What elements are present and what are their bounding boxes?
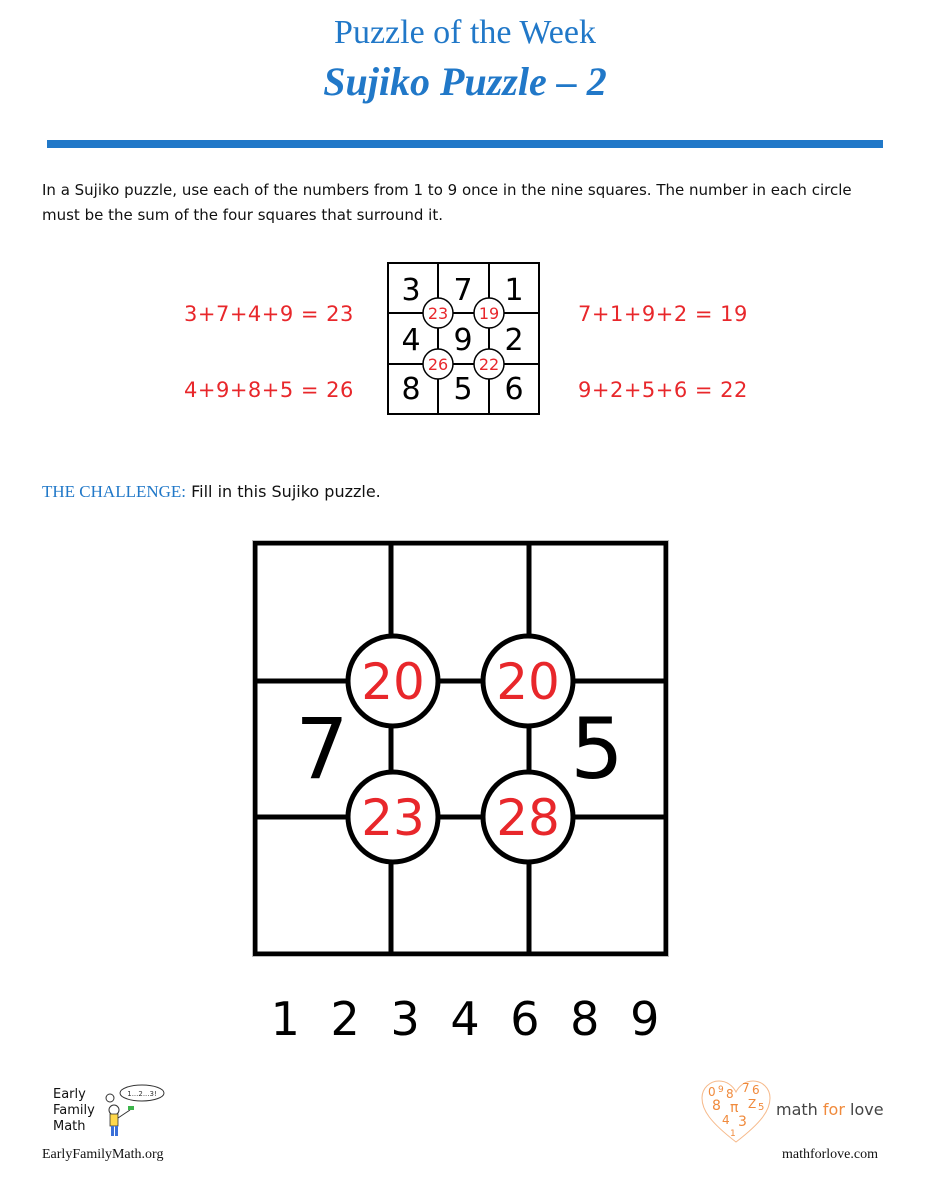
example-circle-value: 23 <box>427 304 449 323</box>
example-cell: 6 <box>504 372 524 407</box>
svg-text:6: 6 <box>752 1083 760 1097</box>
example-cell: 1 <box>504 273 524 308</box>
challenge-label: THE CHALLENGE: <box>42 482 187 501</box>
example-cell: 3 <box>401 273 421 308</box>
mfl-word: love <box>850 1100 884 1119</box>
example-cell: 7 <box>453 273 473 308</box>
challenge-cell-middle-right: 5 <box>570 700 624 798</box>
svg-text:8: 8 <box>726 1087 734 1101</box>
available-number: 3 <box>390 992 420 1046</box>
challenge-circle-value: 28 <box>496 789 560 847</box>
example-cell: 9 <box>453 323 473 358</box>
available-number: 2 <box>330 992 360 1046</box>
svg-text:1: 1 <box>730 1129 736 1139</box>
example-circle-value: 19 <box>478 304 500 323</box>
mfl-word: for <box>822 1100 845 1119</box>
example-cell: 4 <box>401 323 421 358</box>
svg-text:0: 0 <box>708 1085 716 1099</box>
example-circle-value: 22 <box>478 355 500 374</box>
header-divider <box>47 140 883 148</box>
example-cell: 8 <box>401 372 421 407</box>
example-cell: 5 <box>453 372 473 407</box>
available-numbers <box>0 992 930 1046</box>
available-number: 6 <box>510 992 540 1046</box>
challenge-line <box>42 482 381 502</box>
available-number: 4 <box>450 992 480 1046</box>
svg-text:Z: Z <box>748 1097 757 1111</box>
challenge-circle-value: 20 <box>361 653 425 711</box>
available-number: 1 <box>270 992 300 1046</box>
svg-text:3: 3 <box>738 1114 747 1130</box>
efm-child-icon <box>50 1080 170 1140</box>
equation-bottom-left: 4+9+8+5 = 26 <box>184 378 354 402</box>
challenge-circle-value: 23 <box>361 789 425 847</box>
mfl-word: math <box>776 1100 818 1119</box>
challenge-circle-value: 20 <box>496 653 560 711</box>
svg-text:5: 5 <box>758 1102 765 1113</box>
efm-logo-line: Early <box>53 1087 86 1102</box>
page-subtitle: Puzzle of the Week <box>334 14 596 51</box>
math-for-love-logo-text <box>776 1100 884 1119</box>
math-for-love-heart-icon <box>700 1078 772 1146</box>
intro-text: In a Sujiko puzzle, use each of the numbers from 1 to 9 once in the nine squares. The number in each circle must be the sum of the four squares that surround it. <box>42 181 852 224</box>
efm-logo-line: Family <box>53 1103 95 1118</box>
svg-text:π: π <box>730 1100 739 1116</box>
footer-left-url[interactable]: EarlyFamilyMath.org <box>42 1147 164 1162</box>
footer-right-url[interactable]: mathforlove.com <box>781 1147 878 1162</box>
efm-bubble-text: 1...2...3! <box>127 1090 157 1098</box>
svg-text:7: 7 <box>742 1081 750 1095</box>
example-circle-value: 26 <box>427 355 449 374</box>
svg-text:4: 4 <box>722 1113 730 1127</box>
example-cell: 2 <box>504 323 524 358</box>
equation-top-left: 3+7+4+9 = 23 <box>184 302 354 326</box>
equation-top-right: 7+1+9+2 = 19 <box>578 302 748 326</box>
page-title: Sujiko Puzzle – 2 <box>323 59 607 104</box>
efm-logo-line: Math <box>53 1119 86 1134</box>
available-number: 8 <box>570 992 600 1046</box>
svg-text:8: 8 <box>712 1098 721 1114</box>
challenge-sujiko-grid <box>252 540 669 957</box>
challenge-cell-middle-left: 7 <box>295 700 349 798</box>
available-number: 9 <box>630 992 660 1046</box>
svg-text:9: 9 <box>718 1085 724 1095</box>
challenge-text: Fill in this Sujiko puzzle. <box>191 482 381 501</box>
example-sujiko-grid <box>387 262 540 415</box>
equation-bottom-right: 9+2+5+6 = 22 <box>578 378 748 402</box>
